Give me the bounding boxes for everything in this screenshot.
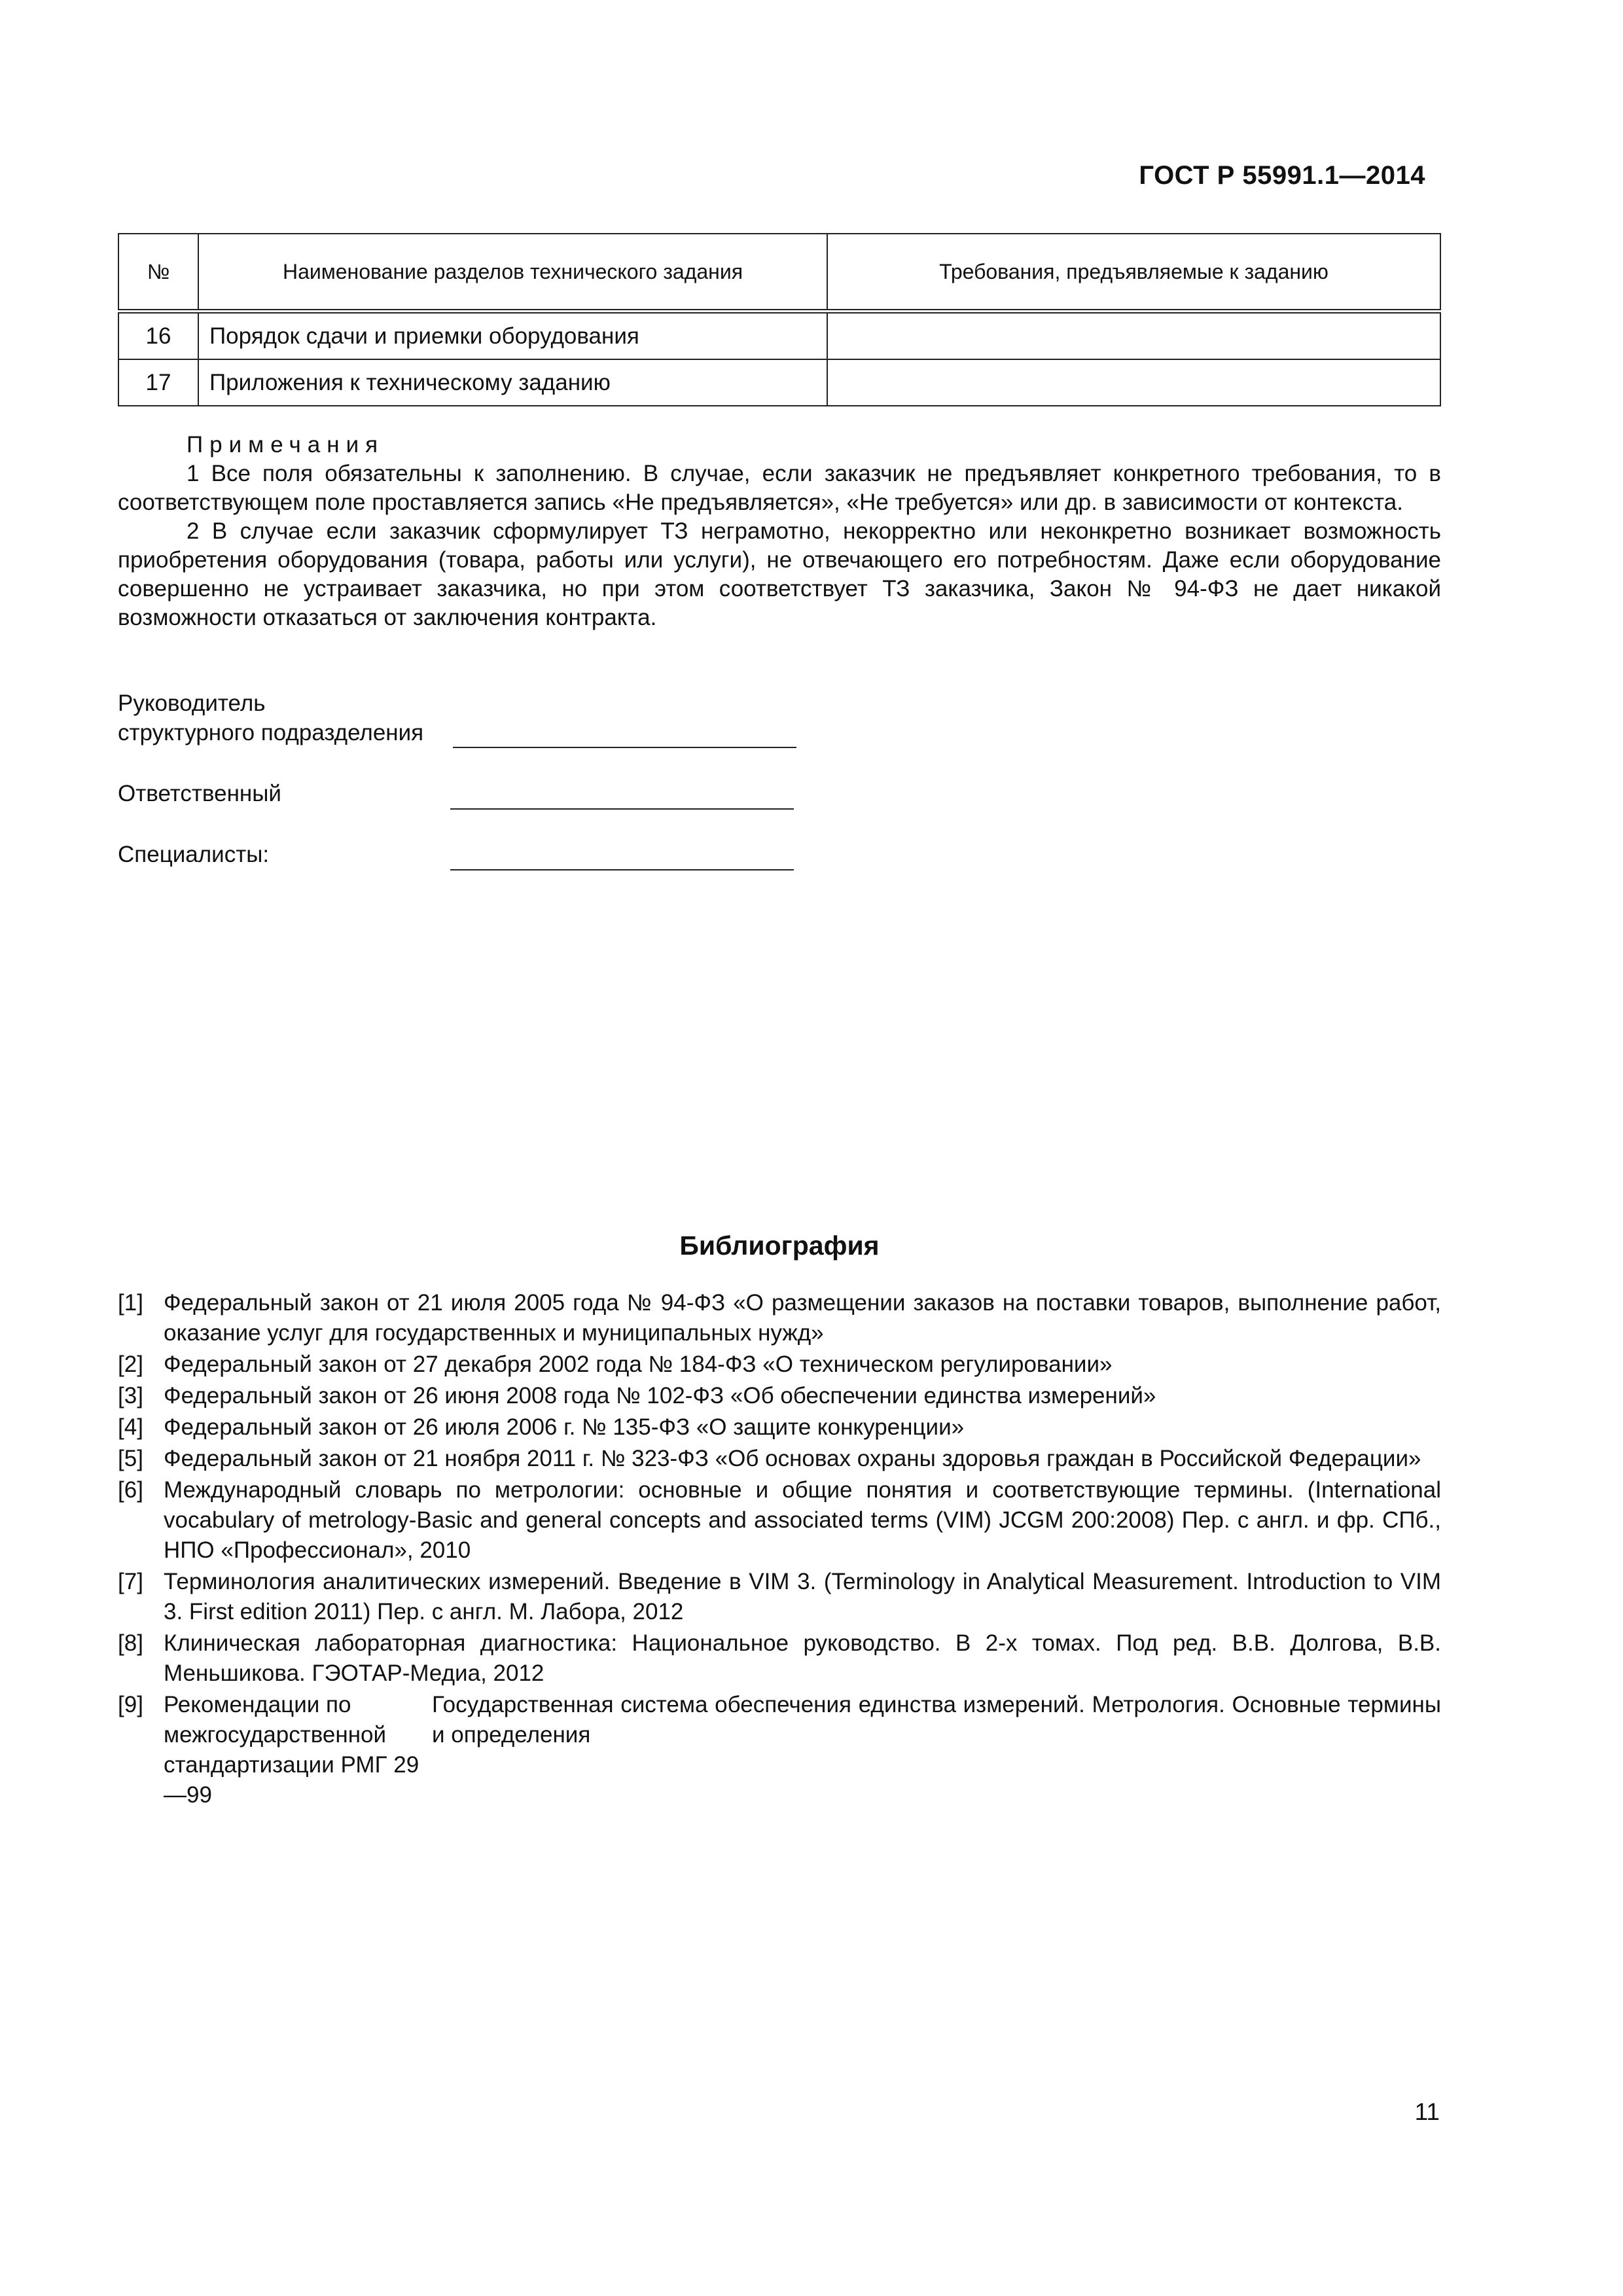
bib-text: Федеральный закон от 26 июня 2008 года № 102-ФЗ «Об обеспечении единства измерений» <box>164 1383 1156 1408</box>
col-number-header: № <box>118 234 198 312</box>
notes-section <box>118 431 1441 632</box>
bib-number: [5] <box>118 1446 143 1471</box>
signature-head-label <box>118 689 423 747</box>
bib-text: Федеральный закон от 21 июля 2005 года № 94-ФЗ «О размещении заказов на поставки товаров, выполнение работ, оказание услуг для государственных и муниципальных нужд» <box>164 1290 1441 1346</box>
signature-head-line <box>453 747 796 748</box>
signature-specialists-line <box>450 869 794 870</box>
signature-responsible-line <box>450 808 794 810</box>
table-row <box>118 359 1440 406</box>
col-requirements-header: Требования, предъявляемые к заданию <box>827 234 1440 312</box>
bib-text: Терминология аналитических измерений. Введение в VIM 3. (Terminology in Analytical Measurement. Introduction to VIM 3. First edition 2011) Пер. с англ. М. Лабора, 2012 <box>164 1569 1441 1624</box>
table-row <box>118 312 1440 360</box>
bib-text: Федеральный закон от 26 июля 2006 г. № 135-ФЗ «О защите конкуренции» <box>164 1414 965 1440</box>
list-item <box>118 1350 1441 1380</box>
bib-number: [2] <box>118 1352 143 1377</box>
requirements-table <box>118 233 1441 406</box>
row-number: 17 <box>118 359 198 406</box>
list-item <box>118 1381 1441 1411</box>
list-item <box>118 1475 1441 1566</box>
signature-head-line2: структурного подразделения <box>118 720 424 745</box>
bibliography-list <box>118 1288 1441 1810</box>
document-id: ГОСТ Р 55991.1—2014 <box>1139 161 1425 190</box>
list-item <box>118 1288 1441 1348</box>
notes-title: Примечания <box>187 432 385 457</box>
bib-text: Клиническая лабораторная диагностика: Национальное руководство. В 2-х томах. Под ред. В.В. Долгова, В.В. Меньшикова. ГЭОТАР-Медиа, 2012 <box>164 1630 1441 1686</box>
list-item <box>118 1690 1441 1810</box>
bib-number: [4] <box>118 1414 143 1440</box>
bib-text: Федеральный закон от 27 декабря 2002 года № 184-ФЗ «О техническом регулировании» <box>164 1352 1113 1377</box>
bib-number: [8] <box>118 1630 143 1656</box>
bib-text: Федеральный закон от 21 ноября 2011 г. № 323-ФЗ «Об основах охраны здоровья граждан в Российской Федерации» <box>164 1446 1421 1471</box>
signature-specialists-label: Специалисты: <box>118 842 270 867</box>
bib-number: [7] <box>118 1569 143 1594</box>
bib-number: [9] <box>118 1692 143 1717</box>
bib-text: Государственная система обеспечения единства измерений. Метрология. Основные термины и определения <box>432 1692 1441 1748</box>
note-item: 2 В случае если заказчик сформулирует ТЗ неграмотно, некорректно или неконкретно возникает возможность приобретения оборудования (товара, работы или услуги), не отвечающего его потребностям. Даже если оборудование совершенно не устраивает заказчика, но при этом соответствует ТЗ заказчика, Закон № 94-ФЗ не дает никакой возможности отказаться от заключения контракта. <box>118 518 1441 630</box>
table-header-row <box>118 234 1440 312</box>
list-item <box>118 1628 1441 1689</box>
list-item <box>118 1444 1441 1474</box>
row-requirements <box>827 359 1440 406</box>
row-section-name: Приложения к техническому заданию <box>198 359 827 406</box>
col-section-name-header: Наименование разделов технического задания <box>198 234 827 312</box>
list-item <box>118 1412 1441 1443</box>
bib-label: Рекомендации по межгосударственной стандартизации РМГ 29—99 <box>164 1692 419 1808</box>
list-item <box>118 1567 1441 1627</box>
note-item: 1 Все поля обязательны к заполнению. В случае, если заказчик не предъявляет конкретного требования, то в соответствующем поле проставляется запись «Не предъявляется», «Не требуется» или др. в зависимости от контекста. <box>118 461 1441 515</box>
bib-number: [3] <box>118 1383 143 1408</box>
signature-head-line1: Руководитель <box>118 691 266 716</box>
row-number: 16 <box>118 312 198 360</box>
row-requirements <box>827 312 1440 360</box>
bib-text: Международный словарь по метрологии: основные и общие понятия и соответствующие термины. (International vocabulary of metrology-Basic and general concepts and associated terms (VIM) JCGM 200:2008) Пер. с англ. и фр. СПб., НПО «Профессионал», 2010 <box>164 1477 1441 1563</box>
page-number: 11 <box>1414 2098 1440 2125</box>
row-section-name: Порядок сдачи и приемки оборудования <box>198 312 827 360</box>
bib-number: [1] <box>118 1290 143 1316</box>
bib-number: [6] <box>118 1477 143 1503</box>
bibliography-title: Библиография <box>679 1230 880 1261</box>
signature-responsible-label: Ответственный <box>118 781 281 806</box>
